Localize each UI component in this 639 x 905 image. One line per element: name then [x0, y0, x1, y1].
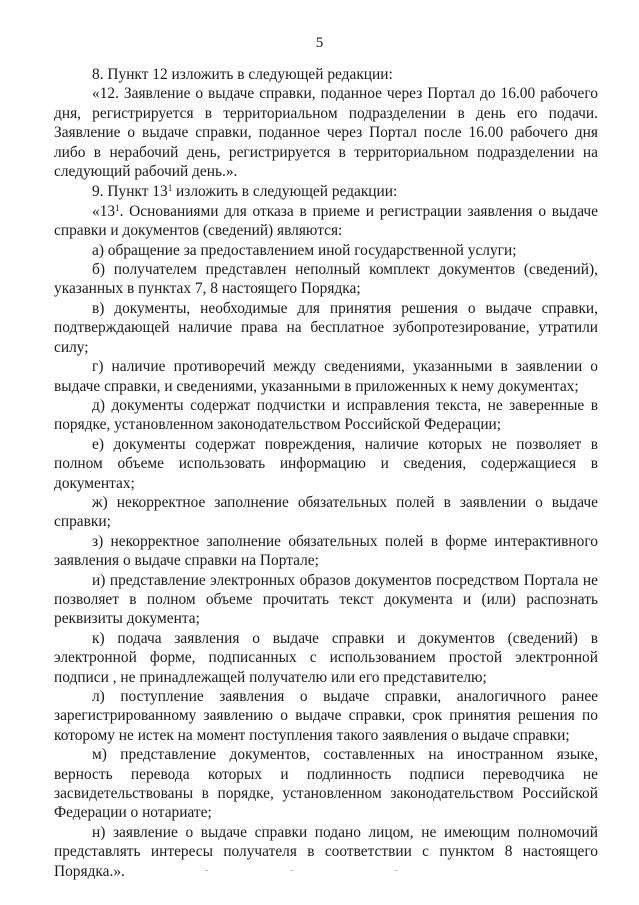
item-9-suffix: изложить в следующей редакции: — [172, 183, 398, 201]
list-item-e: е) документы содержат повреждения, наличие которых не позволяет в полном объеме использовать информацию и сведения, содержащиеся в документах; — [54, 435, 598, 492]
scan-speck — [205, 870, 208, 871]
list-item-n: н) заявление о выдаче справки подано лицом, не имеющим полномочий представлять интересы получателя в соответствии с пунктом 8 настоящего Порядка.». — [54, 823, 598, 880]
scan-speck — [395, 870, 398, 871]
list-item-a: а) обращение за предоставлением иной государственной услуги; — [92, 241, 517, 259]
paragraph-point-12-text: «12. Заявление о выдаче справки, поданное через Портал до 16.00 рабочего дня, регистрируется в территориальном подразделении в день его подачи. Заявление о выдаче справки, поданное через Портал после 16.00 рабочего дня либо в нерабочий день, регистрируется в территориальном подразделении на следующий рабочий день.». — [54, 85, 598, 181]
page-number: 5 — [315, 35, 324, 51]
list-item-i: и) представление электронных образов документов посредством Портала не позволяет в полном объеме прочитать текст документа и (или) распознать реквизиты документа; — [54, 571, 598, 628]
list-item-zh: ж) некорректное заполнение обязательных полей в заявлении о выдаче справки; — [54, 493, 598, 531]
item-9-prefix: 9. Пункт 13 — [92, 183, 168, 201]
document-body — [54, 64, 598, 881]
point-13-prefix: «13 — [92, 202, 116, 220]
list-item-b: б) получателем представлен неполный комплект документов (сведений), указанных в пунктах 7, 8 настоящего Порядка; — [54, 261, 598, 298]
list-item-v: в) документы, необходимые для принятия решения о выдаче справки, подтверждающей наличие права на бесплатное зубопротезирование, утратили силу; — [54, 299, 598, 356]
paragraph-point-13-1-intro — [54, 202, 598, 241]
list-item-k: к) подача заявления о выдаче справки и документов (сведений) в электронной форме, подписанных с использованием простой электронной подписи , не принадлежащей получателю или его представителю; — [54, 629, 598, 686]
paragraph-item-9-heading — [54, 182, 598, 201]
scan-speck — [290, 870, 293, 871]
point-13-superscript: 1 — [115, 202, 120, 213]
item-9-superscript: 1 — [167, 183, 173, 194]
paragraph-item-8-heading: 8. Пункт 12 изложить в следующей редакции: — [92, 66, 393, 83]
point-13-suffix: . Основаниями для отказа в приеме и регистрации заявления о выдаче справки и документов (сведений) являются: — [54, 202, 598, 240]
list-item-g: г) наличие противоречий между сведениями, указанными в заявлении о выдаче справки, и сведениями, указанными в приложенных к нему документах; — [54, 358, 598, 395]
list-item-d: д) документы содержат подчистки и исправления текста, не заверенные в порядке, установленном законодательством Российской Федерации; — [54, 396, 598, 434]
list-item-l: л) поступление заявления о выдаче справки, аналогичного ранее зарегистрированному заявлению о выдаче справки, срок принятия решения по которому не истек на момент поступления такого заявления о выдаче справки; — [54, 688, 598, 744]
list-item-z: з) некорректное заполнение обязательных полей в форме интерактивного заявления о выдаче справки на Портале; — [54, 532, 598, 570]
list-item-m: м) представление документов, составленных на иностранном языке, верность перевода которых и подлинность подписи переводчика не засвидетельствованы в порядке, установленном законодательством Российской Федерации о нотариате; — [54, 746, 598, 822]
